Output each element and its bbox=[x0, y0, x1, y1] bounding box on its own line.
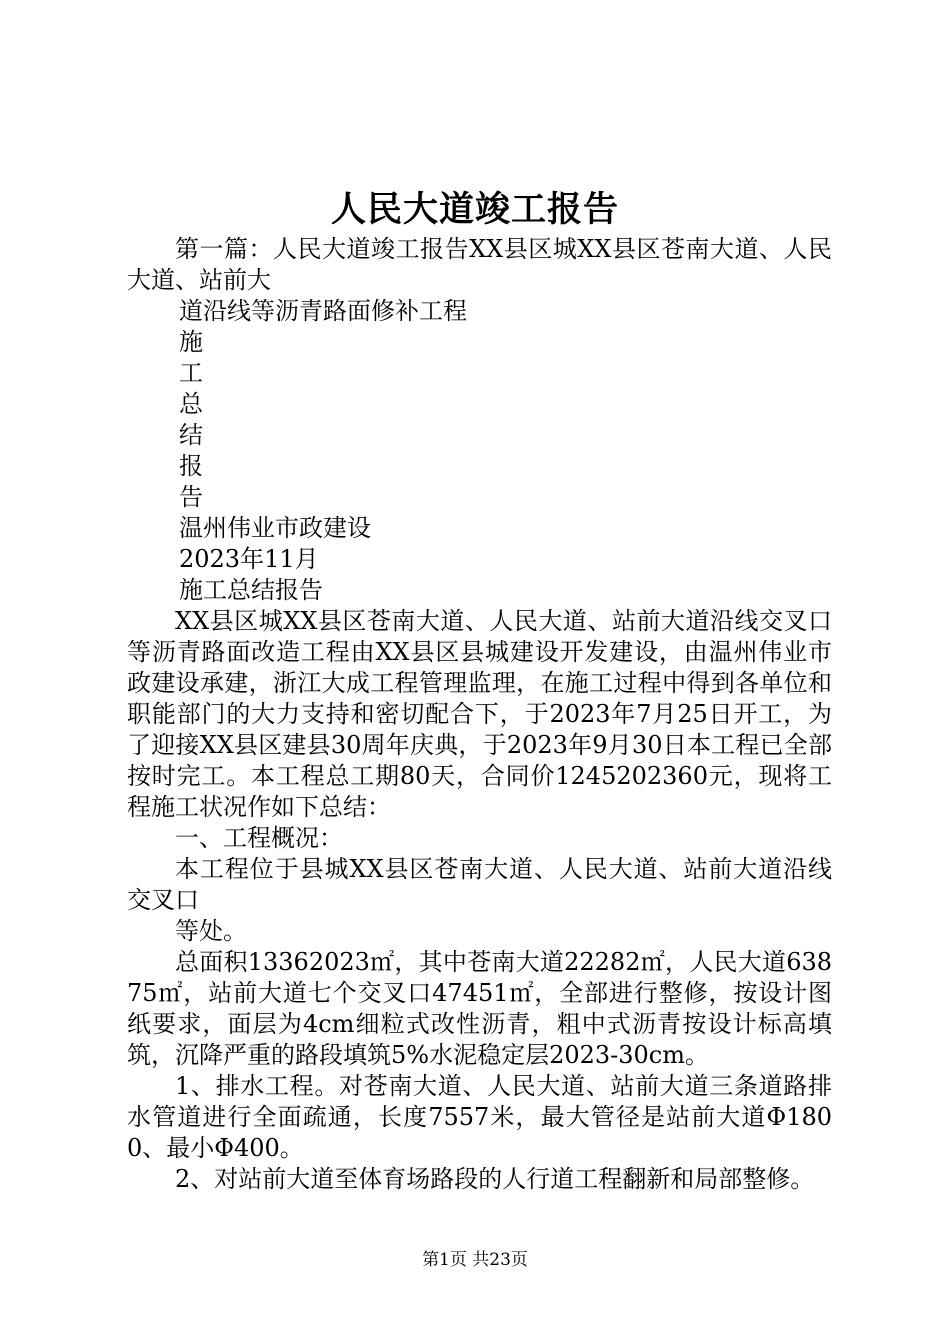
paragraph-summary: XX县区城XX县区苍南大道、人民大道、站前大道沿线交叉口等沥青路面改造工程由XX县区县城建设开发建设，由温州伟业市政建设承建，浙江大成工程管理监理，在施工过程中得到各单位和职能部门的大力支持和密切配合下，于2023年7月25日开工，为了迎接XX县区建县30周年庆典，于2023年9月30日本工程已全部按时完工。本工程总工期80天，合同价1245202360元，现将工程施工状况作如下总结： bbox=[127, 607, 832, 821]
section-heading: 施工总结报告 bbox=[179, 576, 323, 604]
vertical-char: 结 bbox=[179, 421, 203, 449]
page-footer: 第1页 共23页 bbox=[422, 1250, 528, 1270]
paragraph-area: 总面积13362023㎡，其中苍南大道22282㎡，人民大道63875㎡，站前大道七个交叉口47451㎡，全部进行整修，按设计图纸要求，面层为4cm细粒式改性沥青，粗中式沥青按设计标高填筑，沉降严重的路段填筑5%水泥稳定层2023-30cm。 bbox=[127, 948, 832, 1069]
paragraph-location: 本工程位于县城XX县区苍南大道、人民大道、站前大道沿线交叉口 bbox=[127, 855, 832, 914]
paragraph-intro: 第一篇：人民大道竣工报告XX县区城XX县区苍南大道、人民大道、站前大 bbox=[127, 235, 832, 294]
paragraph-drainage: 1、排水工程。对苍南大道、人民大道、站前大道三条道路排水管道进行全面疏通，长度7557米，最大管径是站前大道Φ1800、最小Φ400。 bbox=[127, 1072, 832, 1162]
paragraph-location-cont: 等处。 bbox=[175, 917, 247, 945]
company-name: 温州伟业市政建设 bbox=[179, 514, 371, 542]
document-title: 人民大道竣工报告 bbox=[330, 189, 619, 230]
vertical-char: 报 bbox=[179, 452, 203, 480]
report-date: 2023年11月 bbox=[179, 545, 319, 573]
document-body bbox=[127, 234, 832, 1195]
paragraph-sidewalk: 2、对站前大道至体育场路段的人行道工程翻新和局部整修。 bbox=[175, 1165, 815, 1193]
vertical-char: 总 bbox=[179, 390, 203, 418]
vertical-char: 施 bbox=[179, 328, 203, 356]
paragraph-project-name: 道沿线等沥青路面修补工程 bbox=[179, 297, 467, 325]
vertical-char: 工 bbox=[179, 359, 203, 387]
section-overview-heading: 一、工程概况： bbox=[175, 824, 343, 852]
vertical-char: 告 bbox=[179, 483, 203, 511]
